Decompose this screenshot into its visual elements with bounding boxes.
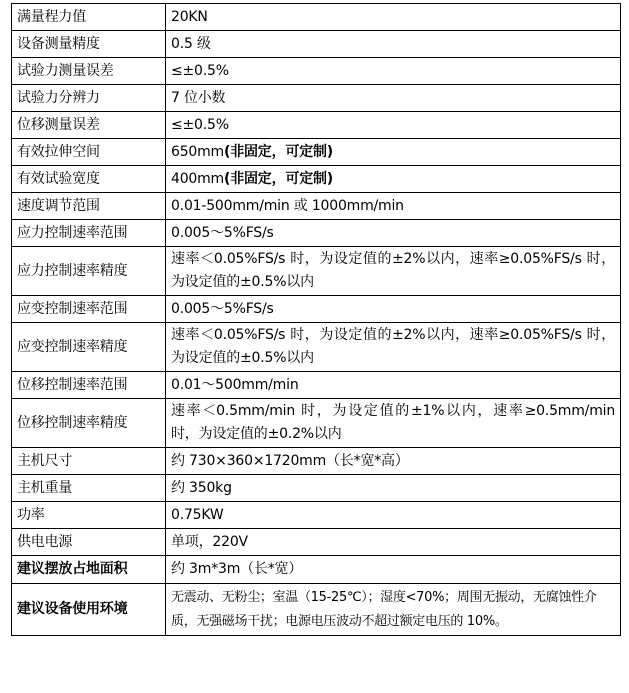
row-label: 功率 [12, 502, 166, 529]
row-value: 0.01-500mm/min 或 1000mm/min [166, 193, 621, 220]
row-label: 建议设备使用环境 [12, 584, 166, 636]
row-value: 速率＜0.5mm/min 时，为设定值的±1%以内，速率≥0.5mm/min 时，为设定值的±0.2%以内 [166, 399, 621, 448]
row-label: 应变控制速率精度 [12, 323, 166, 372]
row-value: 0.75KW [166, 502, 621, 529]
table-row [12, 296, 621, 323]
row-value: 无震动、无粉尘；室温（15-25℃）；湿度<70%；周围无振动，无腐蚀性介质，无强磁场干扰；电源电压波动不超过额定电压的 10%。 [166, 584, 621, 636]
table-row [12, 220, 621, 247]
row-value: 0.005～5%FS/s [166, 220, 621, 247]
table-row [12, 139, 621, 166]
row-label: 满量程力值 [12, 4, 166, 31]
row-value: 7 位小数 [166, 85, 621, 112]
row-value: ≤±0.5% [166, 112, 621, 139]
row-value: 20KN [166, 4, 621, 31]
table-row [12, 247, 621, 296]
row-label: 速度调节范围 [12, 193, 166, 220]
spec-table [11, 3, 621, 636]
row-label: 有效试验宽度 [12, 166, 166, 193]
table-row [12, 58, 621, 85]
row-label: 主机重量 [12, 475, 166, 502]
value-note: (非固定，可定制) [224, 170, 333, 187]
row-value: 单项，220V [166, 529, 621, 556]
row-label: 供电电源 [12, 529, 166, 556]
row-label: 试验力测量误差 [12, 58, 166, 85]
row-label: 位移控制速率精度 [12, 399, 166, 448]
row-label: 应力控制速率范围 [12, 220, 166, 247]
value-main: 400mm [171, 170, 224, 187]
table-row [12, 4, 621, 31]
row-label: 试验力分辨力 [12, 85, 166, 112]
table-row [12, 372, 621, 399]
row-value: 约 350kg [166, 475, 621, 502]
row-label: 位移测量误差 [12, 112, 166, 139]
row-value: 约 3m*3m（长*宽） [166, 556, 621, 584]
table-row [12, 323, 621, 372]
row-value [166, 139, 621, 166]
table-row [12, 193, 621, 220]
row-label: 主机尺寸 [12, 448, 166, 475]
value-note: (非固定，可定制) [224, 143, 333, 160]
row-value [166, 166, 621, 193]
table-row [12, 31, 621, 58]
row-value: 约 730×360×1720mm（长*宽*高） [166, 448, 621, 475]
table-row [12, 448, 621, 475]
table-row [12, 502, 621, 529]
table-row [12, 556, 621, 584]
table-row [12, 475, 621, 502]
value-main: 650mm [171, 143, 224, 160]
table-row [12, 112, 621, 139]
table-row [12, 529, 621, 556]
row-label: 有效拉伸空间 [12, 139, 166, 166]
table-row [12, 584, 621, 636]
row-label: 应力控制速率精度 [12, 247, 166, 296]
row-value: 速率＜0.05%FS/s 时，为设定值的±2%以内，速率≥0.05%FS/s 时，为设定值的±0.5%以内 [166, 323, 621, 372]
row-label: 设备测量精度 [12, 31, 166, 58]
row-value: 速率＜0.05%FS/s 时，为设定值的±2%以内，速率≥0.05%FS/s 时，为设定值的±0.5%以内 [166, 247, 621, 296]
row-value: 0.01～500mm/min [166, 372, 621, 399]
table-row [12, 166, 621, 193]
row-value: 0.5 级 [166, 31, 621, 58]
row-value: 0.005～5%FS/s [166, 296, 621, 323]
row-label: 建议摆放占地面积 [12, 556, 166, 584]
table-row [12, 399, 621, 448]
row-label: 应变控制速率范围 [12, 296, 166, 323]
row-label: 位移控制速率范围 [12, 372, 166, 399]
table-row [12, 85, 621, 112]
row-value: ≤±0.5% [166, 58, 621, 85]
